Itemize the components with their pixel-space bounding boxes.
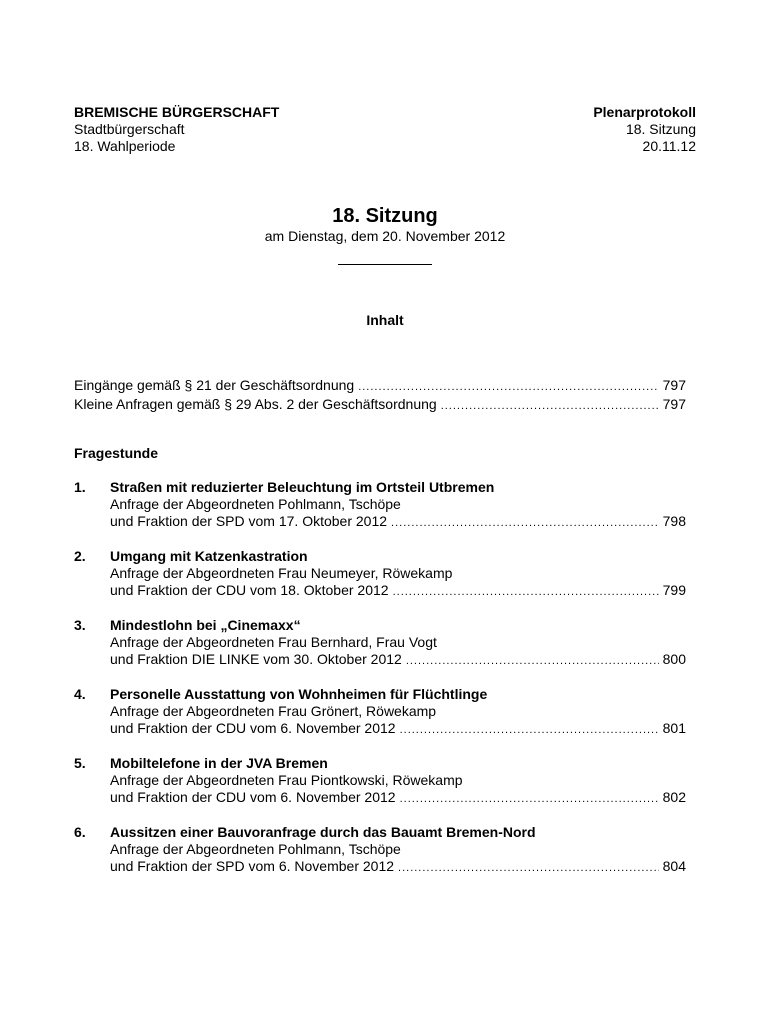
- item-date-line: [110, 720, 686, 739]
- item-requester: Anfrage der Abgeordneten Pohlmann, Tschöpe: [110, 841, 401, 857]
- item-title: Aussitzen einer Bauvoranfrage durch das Bauamt Bremen-Nord: [110, 824, 536, 840]
- item-requester: Anfrage der Abgeordneten Frau Neumeyer, Röwekamp: [110, 565, 453, 581]
- contents-heading: Inhalt: [366, 312, 404, 328]
- leader-dots: [441, 398, 659, 415]
- list-item: [74, 617, 686, 670]
- session-number: 18. Sitzung: [625, 121, 696, 137]
- item-date-line: [110, 651, 686, 670]
- leader-dots: [358, 379, 658, 396]
- toc-entry: [74, 396, 686, 415]
- item-faction-date: und Fraktion der CDU vom 6. November 2012: [110, 789, 396, 805]
- toc-entry-page: 797: [662, 396, 686, 412]
- divider: [338, 264, 432, 265]
- document-header: [74, 104, 696, 155]
- item-number: 1.: [74, 479, 86, 495]
- item-body: [110, 479, 686, 532]
- item-number: 4.: [74, 686, 86, 702]
- document-page: [74, 104, 696, 874]
- toc-general: [74, 377, 686, 415]
- item-page: 804: [662, 858, 686, 874]
- item-page: 802: [662, 789, 686, 805]
- item-faction-date: und Fraktion der SPD vom 17. Oktober 2012: [110, 513, 388, 529]
- list-item: [74, 686, 686, 739]
- item-number: 6.: [74, 824, 86, 840]
- item-body: [110, 686, 686, 739]
- leader-dots: [400, 722, 659, 739]
- item-title: Mindestlohn bei „Cinemaxx“: [110, 617, 301, 633]
- item-title: Personelle Ausstattung von Wohnheimen für Flüchtlinge: [110, 686, 488, 702]
- item-faction-date: und Fraktion der CDU vom 6. November 2012: [110, 720, 396, 736]
- toc-entry-page: 797: [662, 377, 686, 393]
- item-requester: Anfrage der Abgeordneten Frau Bernhard, Frau Vogt: [110, 634, 437, 650]
- list-item: [74, 479, 686, 532]
- header-right: [593, 104, 696, 155]
- fragestunde-list: [74, 479, 686, 893]
- doc-type: Plenarprotokoll: [593, 104, 696, 120]
- leader-dots: [400, 791, 659, 808]
- item-title: Umgang mit Katzenkastration: [110, 548, 308, 564]
- item-page: 801: [662, 720, 686, 736]
- item-body: [110, 548, 686, 601]
- list-item: [74, 548, 686, 601]
- leader-dots: [393, 584, 659, 601]
- item-number: 3.: [74, 617, 86, 633]
- toc-entry-text: Eingänge gemäß § 21 der Geschäftsordnung: [74, 377, 355, 393]
- item-date-line: [110, 582, 686, 601]
- item-date-line: [110, 789, 686, 808]
- leader-dots: [391, 515, 659, 532]
- item-requester: Anfrage der Abgeordneten Pohlmann, Tschöpe: [110, 496, 401, 512]
- item-faction-date: und Fraktion der CDU vom 18. Oktober 2012: [110, 582, 389, 598]
- leader-dots: [398, 860, 659, 877]
- item-page: 800: [662, 651, 686, 667]
- item-body: [110, 755, 686, 808]
- chamber-name: Stadtbürgerschaft: [74, 121, 185, 137]
- page-subtitle: am Dienstag, dem 20. November 2012: [264, 228, 506, 244]
- toc-entry-text: Kleine Anfragen gemäß § 29 Abs. 2 der Geschäftsordnung: [74, 396, 437, 412]
- item-faction-date: und Fraktion der SPD vom 6. November 2012: [110, 858, 395, 874]
- item-requester: Anfrage der Abgeordneten Frau Piontkowski, Röwekamp: [110, 772, 463, 788]
- item-requester: Anfrage der Abgeordneten Frau Grönert, Röwekamp: [110, 703, 437, 719]
- item-title: Mobiltelefone in der JVA Bremen: [110, 755, 328, 771]
- title-block: [74, 204, 696, 245]
- item-date-line: [110, 513, 686, 532]
- header-left: [74, 104, 279, 155]
- item-page: 799: [662, 582, 686, 598]
- item-faction-date: und Fraktion DIE LINKE vom 30. Oktober 2012: [110, 651, 402, 667]
- item-number: 5.: [74, 755, 86, 771]
- toc-entry: [74, 377, 686, 396]
- item-number: 2.: [74, 548, 86, 564]
- item-date-line: [110, 858, 686, 877]
- item-body: [110, 617, 686, 670]
- leader-dots: [406, 653, 659, 670]
- item-page: 798: [662, 513, 686, 529]
- page-title: 18. Sitzung: [332, 205, 438, 227]
- item-title: Straßen mit reduzierter Beleuchtung im Ortsteil Utbremen: [110, 479, 495, 495]
- election-period: 18. Wahlperiode: [74, 138, 176, 154]
- session-date: 20.11.12: [642, 138, 696, 154]
- fragestunde-heading: Fragestunde: [74, 445, 159, 461]
- item-body: [110, 824, 686, 877]
- list-item: [74, 755, 686, 808]
- org-name: BREMISCHE BÜRGERSCHAFT: [74, 104, 280, 120]
- list-item: [74, 824, 686, 877]
